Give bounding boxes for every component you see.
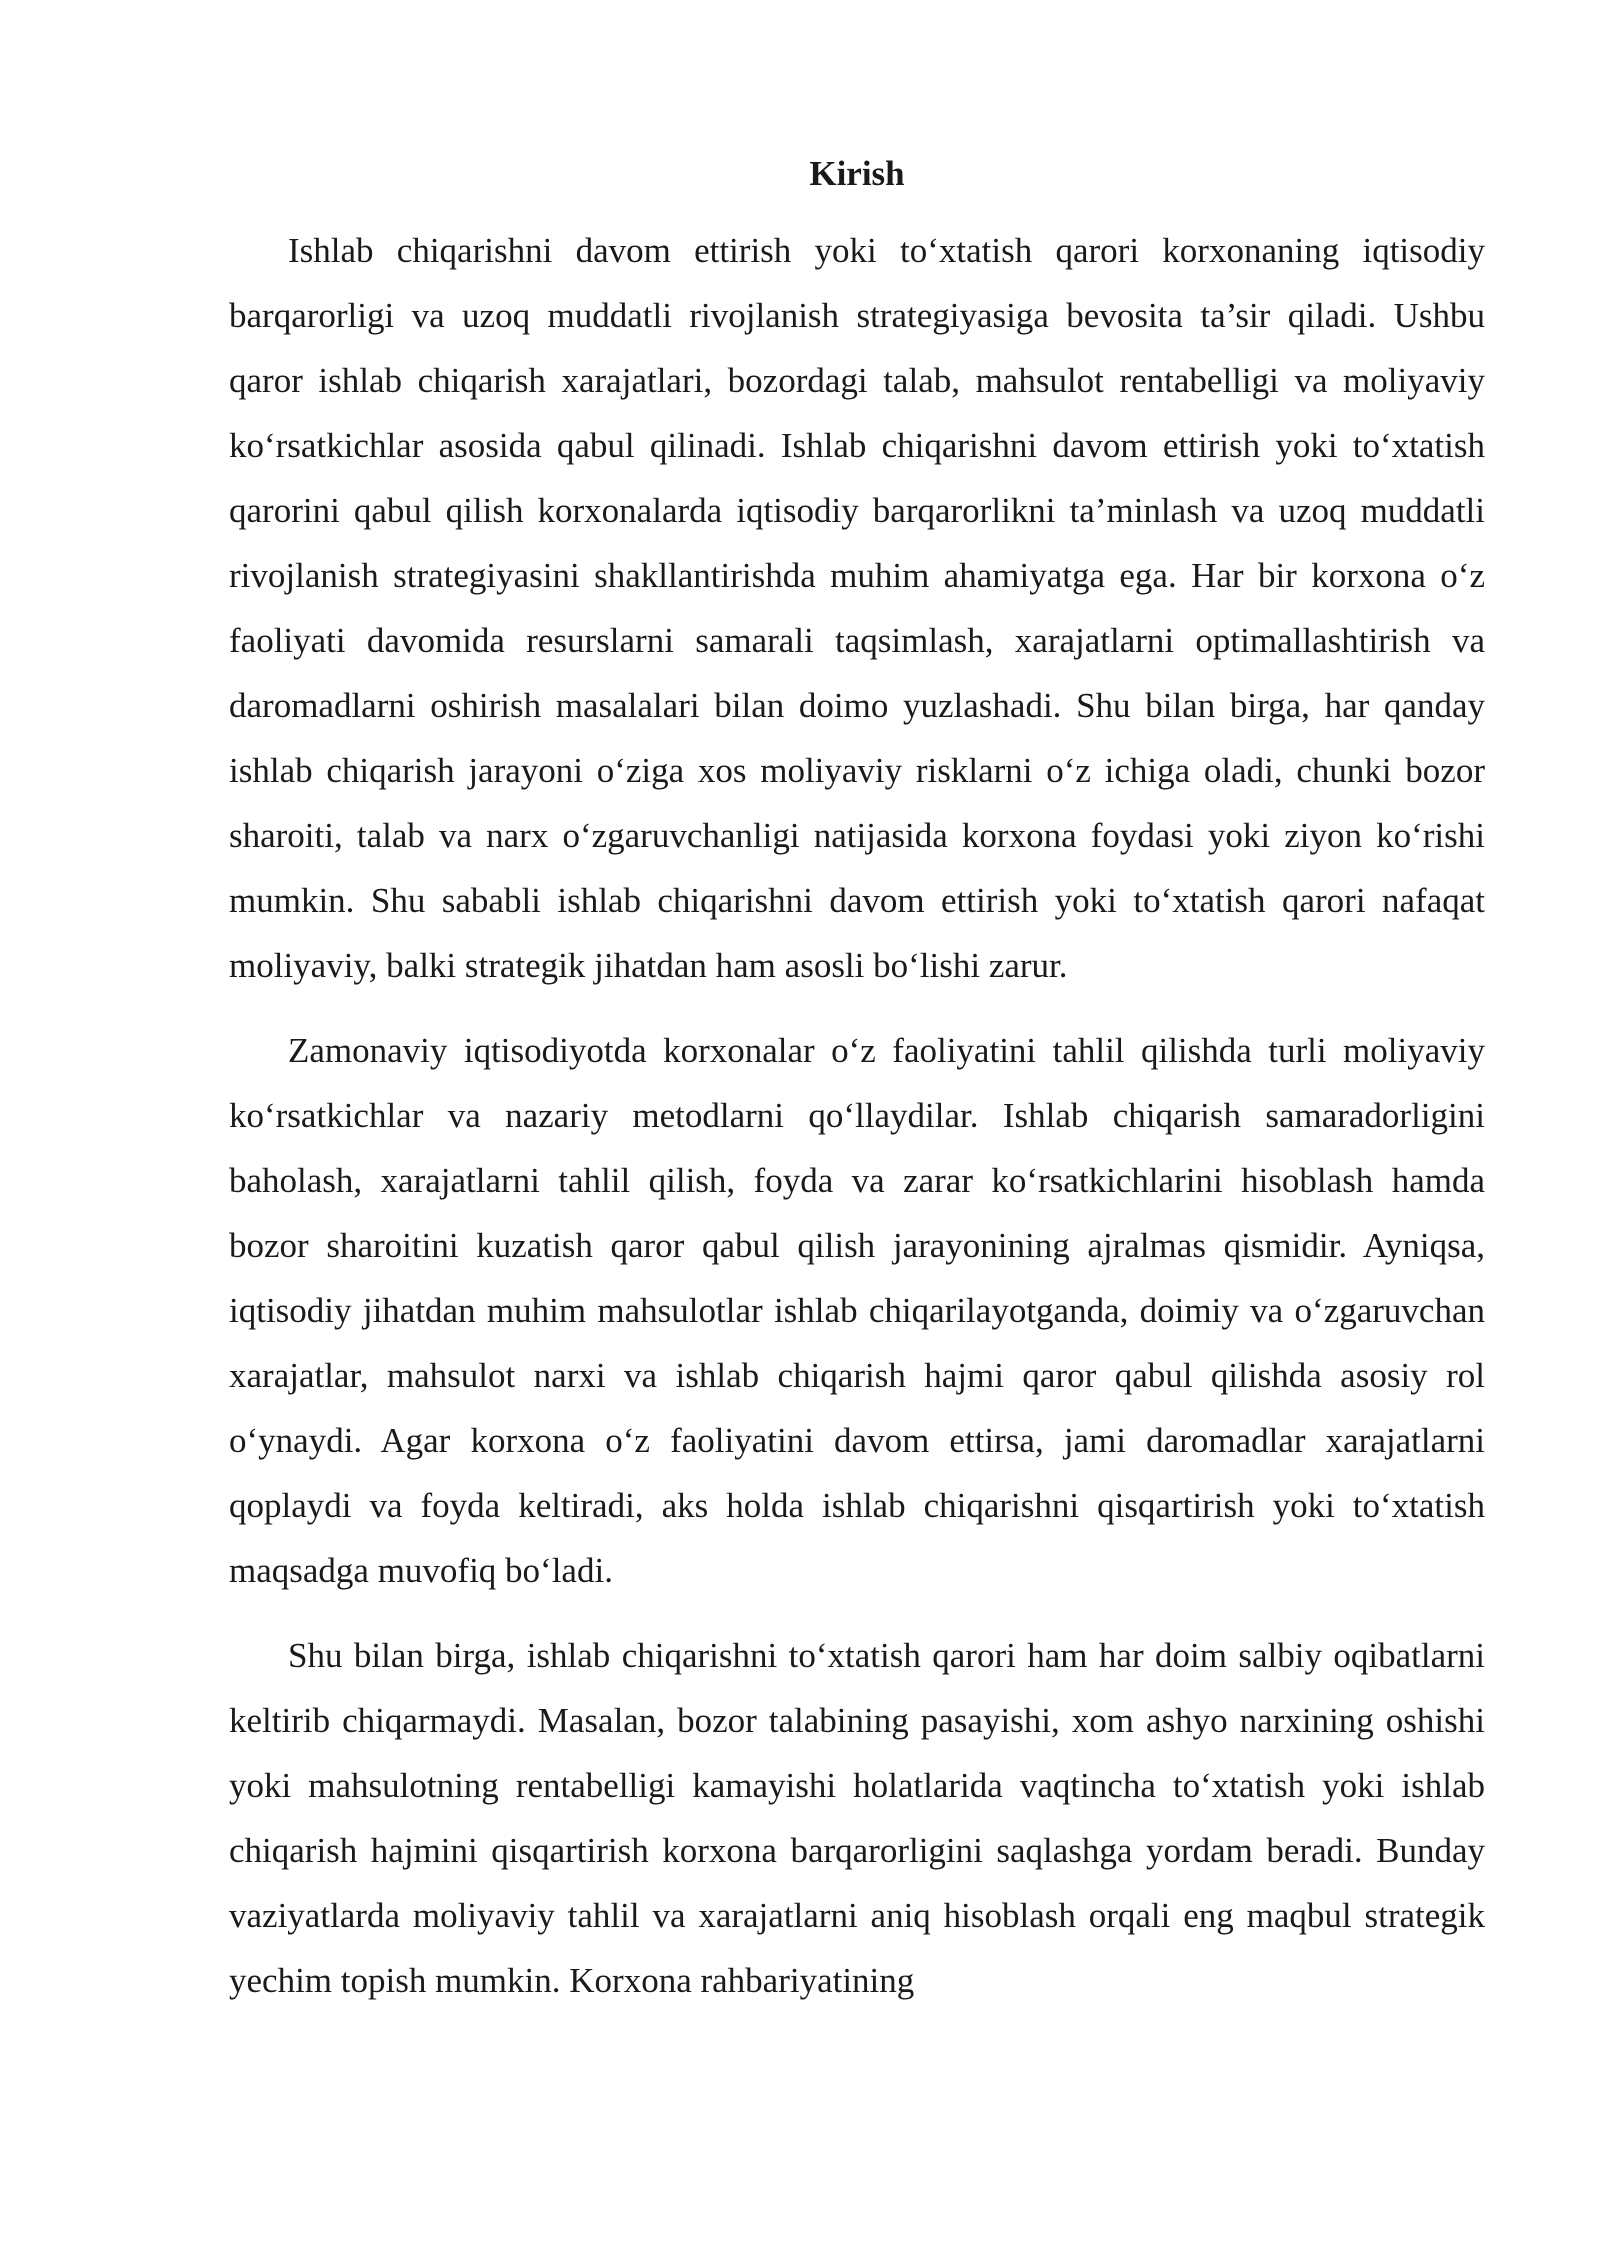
section-title: Kirish — [809, 154, 905, 193]
paragraph-3: Shu bilan birga, ishlab chiqarishni to‘xtatish qarori ham har doim salbiy oqibatlarni keltirib chiqarmaydi. Masalan, bozor talabining pasayishi, xom ashyo narxining oshishi yoki mahsulotning rentabelligi kamayishi holatlarida vaqtincha to‘xtatish yoki ishlab chiqarish hajmini qisqartirish korxona barqarorligini saqlashga yordam beradi. Bunday vaziyatlarda moliyaviy tahlil va xarajatlarni aniq hisoblash orqali eng maqbul strategik yechim topish mumkin. Korxona rahbariyatining — [229, 1636, 1485, 2000]
document-body — [229, 146, 1485, 2033]
paragraph-2: Zamonaviy iqtisodiyotda korxonalar o‘z faoliyatini tahlil qilishda turli moliyaviy ko‘rsatkichlar va nazariy metodlarni qo‘llaydilar. Ishlab chiqarish samaradorligini baholash, xarajatlarni tahlil qilish, foyda va zarar ko‘rsatkichlarini hisoblash hamda bozor sharoitini kuzatish qaror qabul qilish jarayonining ajralmas qismidir. Ayniqsa, iqtisodiy jihatdan muhim mahsulotlar ishlab chiqarilayotganda, doimiy va o‘zgaruvchan xarajatlar, mahsulot narxi va ishlab chiqarish hajmi qaror qabul qilishda asosiy rol o‘ynaydi. Agar korxona o‘z faoliyatini davom ettirsa, jami daromadlar xarajatlarni qoplaydi va foyda keltiradi, aks holda ishlab chiqarishni qisqartirish yoki to‘xtatish maqsadga muvofiq bo‘ladi. — [229, 1031, 1485, 1590]
paragraph-1: Ishlab chiqarishni davom ettirish yoki to‘xtatish qarori korxonaning iqtisodiy barqarorligi va uzoq muddatli rivojlanish strategiyasiga bevosita ta’sir qiladi. Ushbu qaror ishlab chiqarish xarajatlari, bozordagi talab, mahsulot rentabelligi va moliyaviy ko‘rsatkichlar asosida qabul qilinadi. Ishlab chiqarishni davom ettirish yoki to‘xtatish qarorini qabul qilish korxonalarda iqtisodiy barqarorlikni ta’minlash va uzoq muddatli rivojlanish strategiyasini shakllantirishda muhim ahamiyatga ega. Har bir korxona o‘z faoliyati davomida resurslarni samarali taqsimlash, xarajatlarni optimallashtirish va daromadlarni oshirish masalalari bilan doimo yuzlashadi. Shu bilan birga, har qanday ishlab chiqarish jarayoni o‘ziga xos moliyaviy risklarni o‘z ichiga oladi, chunki bozor sharoiti, talab va narx o‘zgaruvchanligi natijasida korxona foydasi yoki ziyon ko‘rishi mumkin. Shu sababli ishlab chiqarishni davom ettirish yoki to‘xtatish qarori nafaqat moliyaviy, balki strategik jihatdan ham asosli bo‘lishi zarur. — [229, 231, 1485, 985]
